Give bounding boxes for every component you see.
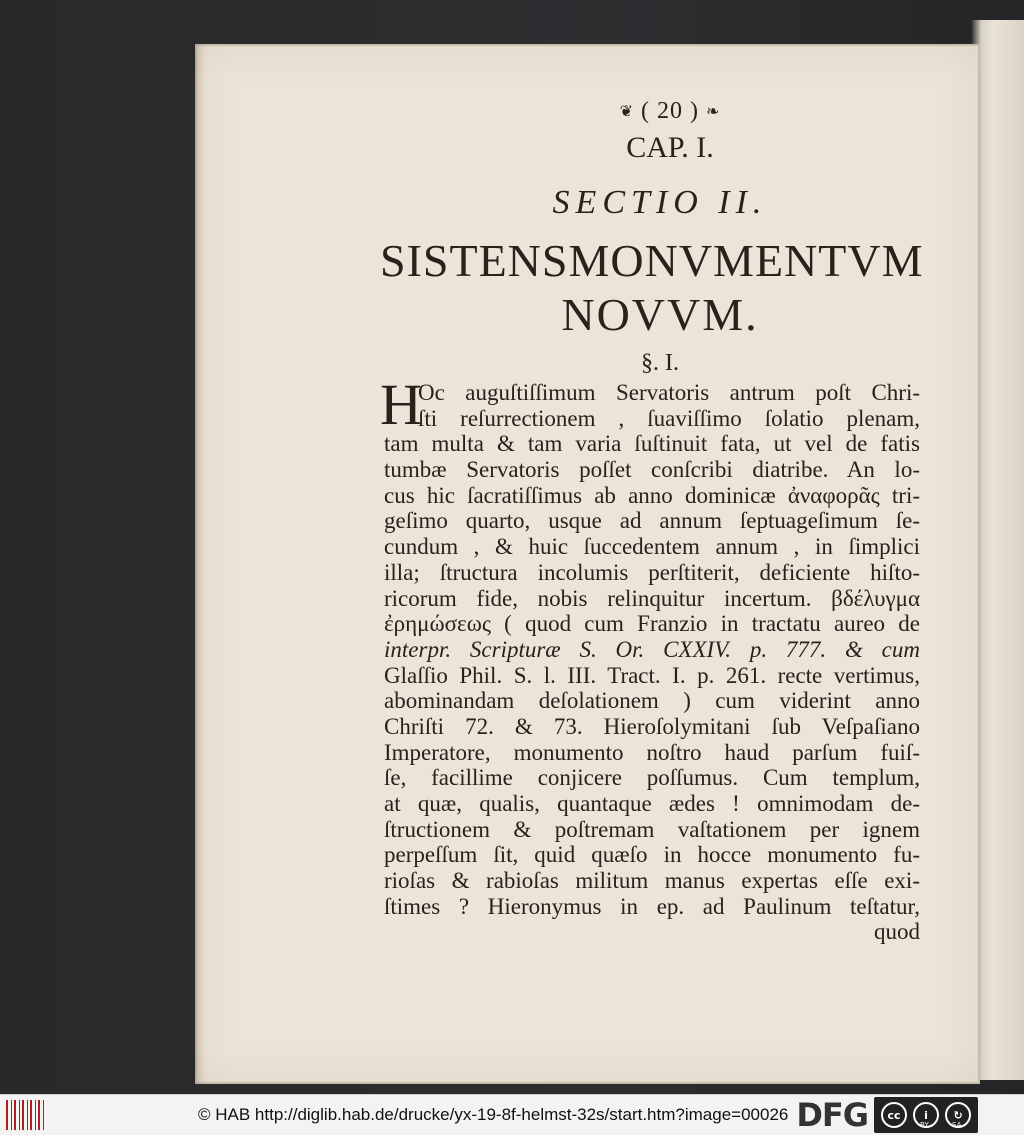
text-line: interpr. Scripturæ S. Or. CXXIV. p. 777. & cum xyxy=(384,636,920,662)
hab-logo-icon xyxy=(6,1100,46,1130)
text-line: Chriſti 72. & 73. Hieroſolymitani ſub Veſpaſiano xyxy=(384,713,920,739)
by-badge xyxy=(910,1102,942,1128)
text-line: ἐρημώσεως ( quod cum Franzio in tractatu aureo de xyxy=(384,611,920,637)
citation-link[interactable]: © HAB http://diglib.hab.de/drucke/yx-19-8f-helmst-32s/start.htm?image=00026 xyxy=(198,1105,789,1124)
chapter-heading: CAP. I. xyxy=(626,131,714,164)
sa-badge xyxy=(942,1102,974,1128)
ornament-right-icon: ❧ xyxy=(705,103,721,121)
text-line: ſe, facillime conjicere poſſumus. Cum templum, xyxy=(384,765,920,791)
text-line: ſtructionem & poſtremam vaſtationem per ignem xyxy=(384,816,920,842)
text-line: tumbæ Servatoris poſſet conſcribi diatribe. An lo- xyxy=(384,457,920,483)
text-line: illa; ſtructura incolumis perſtiterit, deficiente hiſto- xyxy=(384,559,920,585)
title-line-1 xyxy=(380,234,924,288)
title-line-2: NOVVM. xyxy=(561,289,759,340)
viewer-footer xyxy=(0,1094,1024,1135)
page-number-text: ( 20 ) xyxy=(641,98,699,124)
text-line: ſtimes ? Hieronymus in ep. ad Paulinum teſtatur, xyxy=(384,893,920,919)
text-line: abominandam deſolationem ) cum viderint anno xyxy=(384,688,920,714)
text-line: Imperatore, monumento noſtro haud parſum fuiſ- xyxy=(384,739,920,765)
title-word-1: SISTENS xyxy=(380,235,569,286)
text-line: tam multa & tam varia ſuſtinuit fata, ut vel de fatis xyxy=(384,431,920,457)
license-badge[interactable] xyxy=(874,1097,978,1133)
text-line: ſti reſurrectionem , ſuaviſſimo ſolatio plenam, xyxy=(418,405,920,431)
text-line: geſimo quarto, usque ad annum ſeptuageſimum ſe- xyxy=(384,508,920,534)
page-content xyxy=(380,96,924,945)
catchword: quod xyxy=(874,919,920,945)
text-line: rioſas & rabioſas militum manus expertas eſſe exi- xyxy=(384,868,920,894)
title-word-2: MONVMENTVM xyxy=(568,235,924,286)
page-binding-shadow xyxy=(195,44,205,1084)
text-line: cundum , & huic ſuccedentem annum , in ſimplici xyxy=(384,534,920,560)
text-line: cus hic ſacratiſſimus ab anno dominicæ ἀναφορᾶς tri- xyxy=(384,482,920,508)
text-line: Glaſſio Phil. S. l. III. Tract. I. p. 261. recte vertimus, xyxy=(384,662,920,688)
sa-icon: ↻ xyxy=(945,1102,971,1128)
text-line: perpeſſum ſit, quid quæſo in hocce monumento fu- xyxy=(384,842,920,868)
page-number xyxy=(420,96,920,126)
text-line: at quæ, qualis, quantaque ædes ! omnimodam de- xyxy=(384,791,920,816)
paragraph-mark: §. I. xyxy=(641,350,679,376)
text-line: ricorum fide, nobis relinquitur incertum. βδέλυγμα xyxy=(384,585,920,611)
dfg-logo[interactable]: DFG xyxy=(796,1096,869,1134)
by-label: BY xyxy=(920,1121,929,1129)
drop-cap: H xyxy=(380,372,422,437)
ornament-left-icon: ❦ xyxy=(619,103,634,121)
sa-label: SA xyxy=(952,1121,962,1129)
cc-icon: cc xyxy=(881,1102,907,1128)
section-heading: SECTIO II. xyxy=(552,184,768,221)
body-text xyxy=(380,372,920,945)
by-icon: i xyxy=(913,1102,939,1128)
text-line: Oc auguſtiſſimum Servatoris antrum poſt Chri- xyxy=(418,380,920,405)
